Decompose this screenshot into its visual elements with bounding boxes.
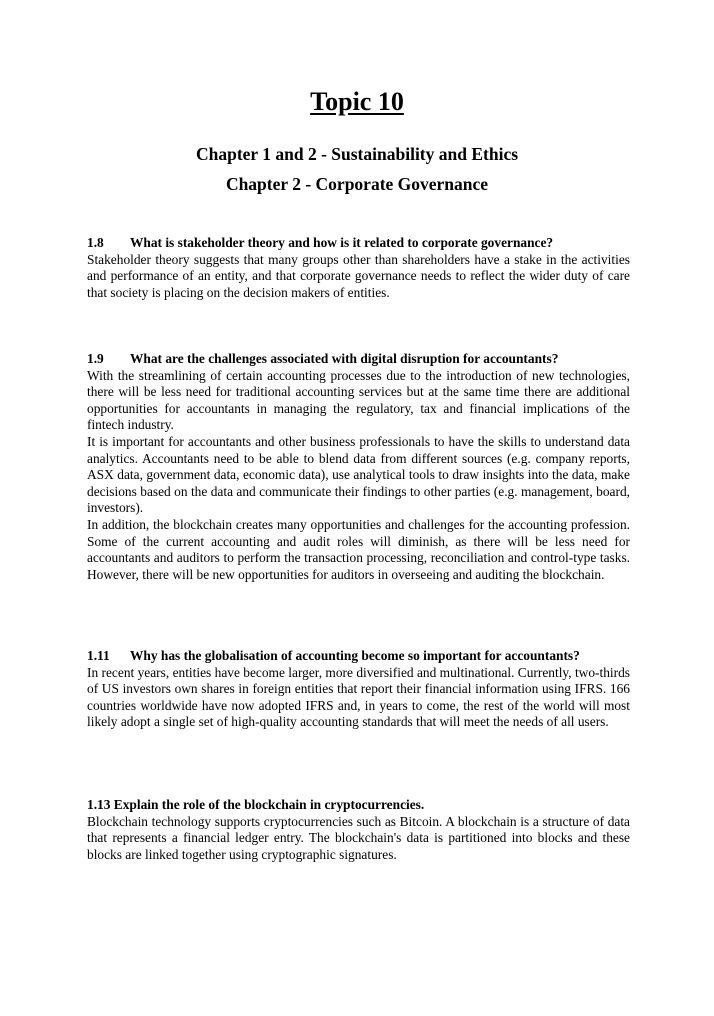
question-1-11-answer: In recent years, entities have become larger, more diversified and multinational. Currently, two-thirds of US investors own shares in foreign entities that report their financial information using IFRS. 166 countries worldwide have now adopted IFRS and, in years to come, the rest of the world will most likely adopt a single set of high-quality accounting standards that will meet the needs of all users. [87, 664, 630, 730]
question-1-8-heading [87, 235, 630, 252]
question-1-11-heading [87, 648, 630, 665]
question-1-9-section [87, 351, 630, 583]
question-1-13-answer: Blockchain technology supports cryptocurrencies such as Bitcoin. A blockchain is a structure of data that represents a financial ledger entry. The blockchain's data is partitioned into blocks and these blocks are linked together using cryptographic signatures. [87, 813, 630, 862]
question-text: What are the challenges associated with digital disruption for accountants? [130, 351, 559, 366]
question-text: Why has the globalisation of accounting become so important for accountants? [130, 648, 580, 663]
question-1-8-section [87, 235, 630, 301]
question-1-8-answer: Stakeholder theory suggests that many groups other than shareholders have a stake in the activities and performance of an entity, and that corporate governance needs to reflect the wider duty of care that society is placing on the decision makers of entities. [87, 251, 630, 300]
question-number: 1.11 [87, 648, 110, 663]
question-1-9-paragraph-1: With the streamlining of certain accounting processes due to the introduction of new technologies, there will be less need for traditional accounting services but at the same time there are additional opportunities for accountants in managing the regulatory, tax and financial implications of the fintech industry. [87, 367, 630, 433]
question-1-13-heading: 1.13 Explain the role of the blockchain in cryptocurrencies. [87, 797, 425, 812]
question-1-9-paragraph-2: It is important for accountants and other business professionals to have the skills to understand data analytics. Accountants need to be able to blend data from different sources (e.g. company reports, ASX data, government data, economic data), use analytical tools to draw insights into the data, make decisions based on the data and communicate their findings to other parties (e.g. management, board, investors). [87, 433, 630, 516]
chapter-subtitle-governance: Chapter 2 - Corporate Governance [225, 174, 489, 194]
question-1-11-section [87, 648, 630, 731]
question-1-9-heading [87, 351, 630, 368]
question-number: 1.9 [87, 351, 104, 366]
question-1-9-paragraph-3: In addition, the blockchain creates many opportunities and challenges for the accounting profession. Some of the current accounting and audit roles will diminish, as there will be less need for accountants and auditors to perform the transaction processing, reconciliation and control-type tasks. However, there will be new opportunities for auditors in overseeing and auditing the blockchain. [87, 516, 630, 582]
question-1-13-section [87, 797, 630, 863]
question-text: What is stakeholder theory and how is it related to corporate governance? [130, 235, 554, 250]
page-title: Topic 10 [310, 87, 404, 116]
question-number: 1.8 [87, 235, 104, 250]
chapter-subtitle-sustainability: Chapter 1 and 2 - Sustainability and Ethics [195, 144, 519, 164]
